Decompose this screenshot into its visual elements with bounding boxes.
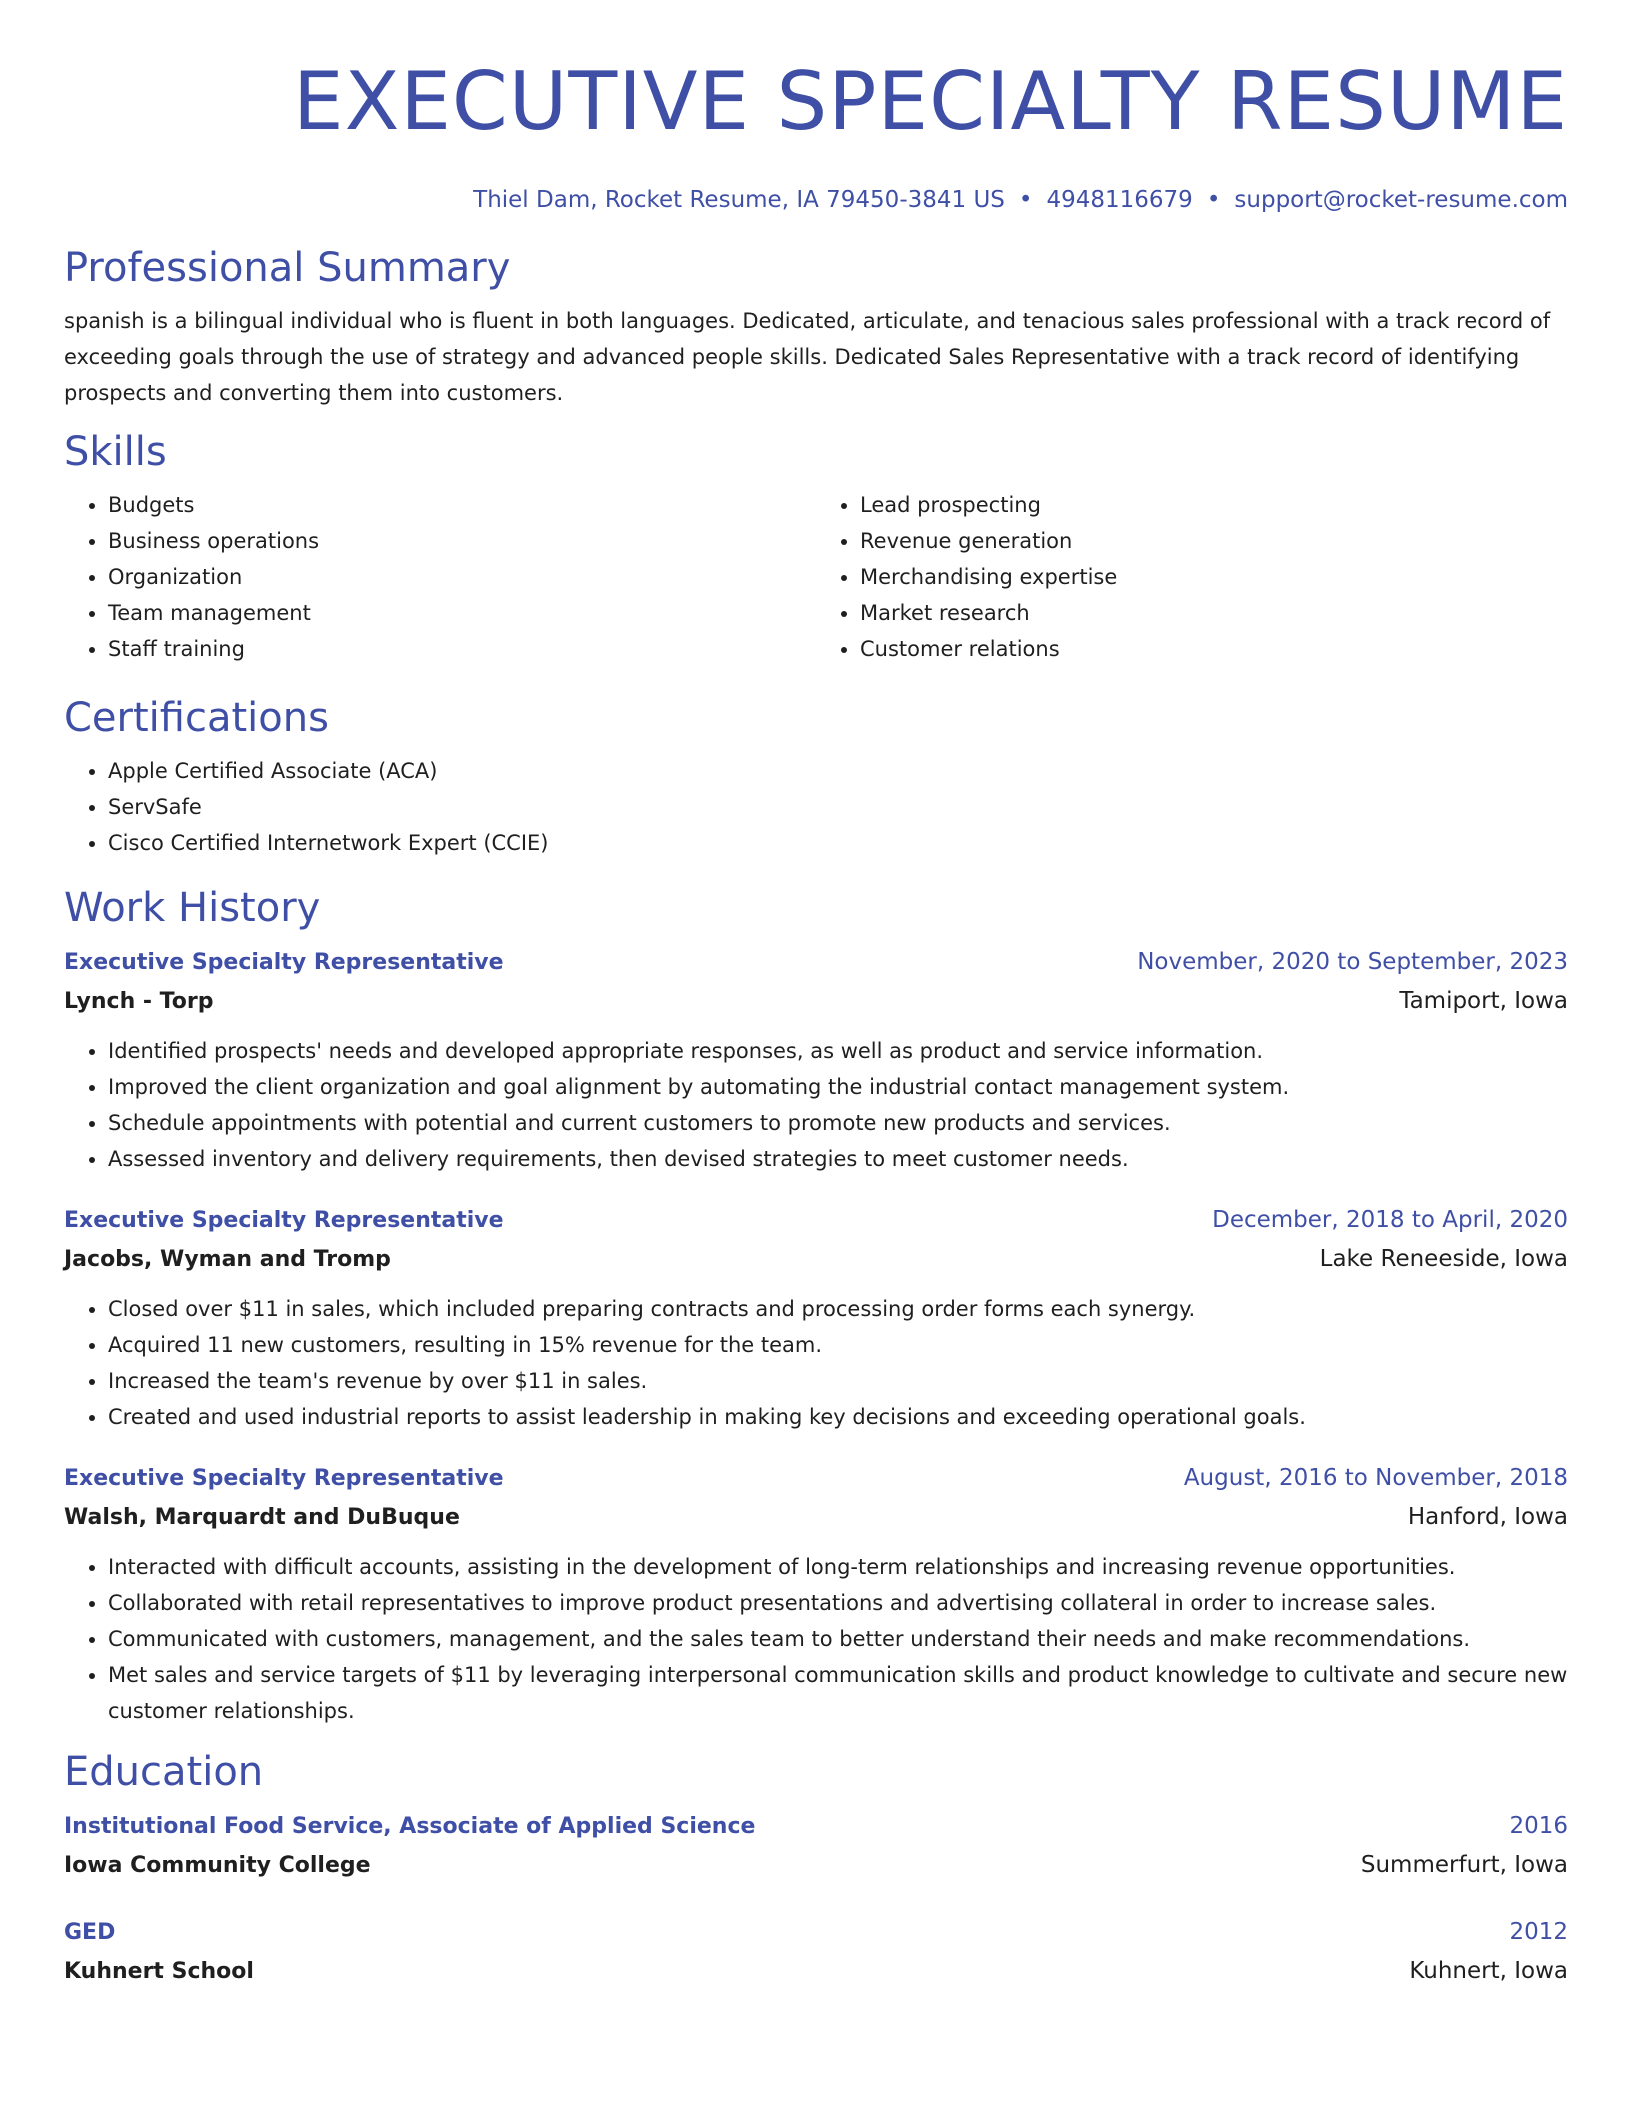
job-location: Hanford, Iowa xyxy=(1407,1504,1568,1530)
skill-item: • Lead prospecting xyxy=(860,487,1568,523)
job-location: Lake Reneeside, Iowa xyxy=(1319,1246,1568,1272)
skills-grid xyxy=(64,487,1568,667)
education-school-row xyxy=(64,1846,1568,1885)
summary-text: spanish is a bilingual individual who is fluent in both languages. Dedicated, articulate, and tenacious sales professional with a track record of exceeding goals through the use of strategy and advanced people skills. Dedicated Sales Representative with a track record of identifying prospects and converting them into customers. xyxy=(64,309,1551,405)
section-title-summary: Professional Summary xyxy=(64,245,511,291)
education-year: 2012 xyxy=(1509,1919,1568,1945)
job-company: Jacobs, Wyman and Tromp xyxy=(64,1247,391,1272)
job-bullet: • Assessed inventory and delivery requirements, then devised strategies to meet customer needs. xyxy=(108,1141,1568,1177)
education-degree: Institutional Food Service, Associate of Applied Science xyxy=(64,1814,756,1839)
job-bullet: • Communicated with customers, management, and the sales team to better understand their needs and make recommendations. xyxy=(108,1621,1568,1657)
job-bullet: • Met sales and service targets of $11 by leveraging interpersonal communication skills and product knowledge to cultivate and secure new customer relationships. xyxy=(108,1657,1568,1729)
job-entry xyxy=(64,1201,1568,1435)
resume-name: EXECUTIVE SPECIALTY RESUME xyxy=(293,55,1568,148)
certifications-list xyxy=(64,753,1568,861)
contact-address: Thiel Dam, Rocket Resume, IA 79450-3841 US xyxy=(473,187,1005,213)
job-header-row xyxy=(64,943,1568,982)
summary-section xyxy=(64,243,1568,411)
job-dates: December, 2018 to April, 2020 xyxy=(1212,1207,1568,1233)
education-school-row xyxy=(64,1952,1568,1991)
certification-item: • Cisco Certified Internetwork Expert (CCIE) xyxy=(108,825,1568,861)
job-entry xyxy=(64,943,1568,1177)
education-school: Kuhnert School xyxy=(64,1959,254,1984)
education-entry xyxy=(64,1807,1568,1885)
job-dates: November, 2020 to September, 2023 xyxy=(1137,949,1568,975)
certification-item: • ServSafe xyxy=(108,789,1568,825)
skill-item: • Budgets xyxy=(108,487,816,523)
job-company: Walsh, Marquardt and DuBuque xyxy=(64,1505,460,1530)
education-entry xyxy=(64,1913,1568,1991)
job-bullets xyxy=(64,1033,1568,1177)
skill-item: • Merchandising expertise xyxy=(860,559,1568,595)
job-bullet: • Interacted with difficult accounts, assisting in the development of long-term relationships and increasing revenue opportunities. xyxy=(108,1549,1568,1585)
education-year: 2016 xyxy=(1509,1813,1568,1839)
skill-item: • Team management xyxy=(108,595,816,631)
section-title-certifications: Certifications xyxy=(64,695,329,741)
skill-item: • Revenue generation xyxy=(860,523,1568,559)
contact-separator: • xyxy=(1206,187,1221,213)
section-title-work-history: Work History xyxy=(64,885,321,931)
education-header-row xyxy=(64,1913,1568,1952)
job-bullet: • Closed over $11 in sales, which included preparing contracts and processing order forms each synergy. xyxy=(108,1291,1568,1327)
job-bullet: • Identified prospects' needs and developed appropriate responses, as well as product and service information. xyxy=(108,1033,1568,1069)
skills-list-right xyxy=(816,487,1568,667)
certifications-section xyxy=(64,693,1568,861)
section-title-skills: Skills xyxy=(64,429,167,475)
job-company-row xyxy=(64,1240,1568,1279)
education-school: Iowa Community College xyxy=(64,1853,371,1878)
job-location: Tamiport, Iowa xyxy=(1399,988,1568,1014)
work-history-section xyxy=(64,883,1568,1729)
job-dates: August, 2016 to November, 2018 xyxy=(1183,1465,1568,1491)
job-bullets xyxy=(64,1291,1568,1435)
job-title: Executive Specialty Representative xyxy=(64,1466,504,1491)
skill-item: • Business operations xyxy=(108,523,816,559)
job-company-row xyxy=(64,982,1568,1021)
resume-page xyxy=(64,0,1568,1991)
job-bullet: • Acquired 11 new customers, resulting in 15% revenue for the team. xyxy=(108,1327,1568,1363)
job-title: Executive Specialty Representative xyxy=(64,1208,504,1233)
job-company: Lynch - Torp xyxy=(64,989,214,1014)
contact-line xyxy=(64,185,1568,215)
job-bullet: • Created and used industrial reports to assist leadership in making key decisions and exceeding operational goals. xyxy=(108,1399,1568,1435)
job-bullet: • Increased the team's revenue by over $11 in sales. xyxy=(108,1363,1568,1399)
contact-email: support@rocket-resume.com xyxy=(1234,187,1568,213)
education-header-row xyxy=(64,1807,1568,1846)
job-bullets xyxy=(64,1549,1568,1729)
job-header-row xyxy=(64,1201,1568,1240)
job-title: Executive Specialty Representative xyxy=(64,950,504,975)
job-bullet: • Schedule appointments with potential and current customers to promote new products and services. xyxy=(108,1105,1568,1141)
education-degree: GED xyxy=(64,1920,116,1945)
job-header-row xyxy=(64,1459,1568,1498)
education-section xyxy=(64,1747,1568,1991)
section-title-education: Education xyxy=(64,1749,264,1795)
job-company-row xyxy=(64,1498,1568,1537)
education-location: Summerfurt, Iowa xyxy=(1360,1852,1568,1878)
skills-list-left xyxy=(64,487,816,667)
education-location: Kuhnert, Iowa xyxy=(1409,1958,1568,1984)
job-bullet: • Improved the client organization and goal alignment by automating the industrial contact management system. xyxy=(108,1069,1568,1105)
skill-item: • Market research xyxy=(860,595,1568,631)
skill-item: • Organization xyxy=(108,559,816,595)
job-bullet: • Collaborated with retail representatives to improve product presentations and advertising collateral in order to increase sales. xyxy=(108,1585,1568,1621)
certification-item: • Apple Certified Associate (ACA) xyxy=(108,753,1568,789)
contact-separator: • xyxy=(1018,187,1033,213)
job-entry xyxy=(64,1459,1568,1729)
skill-item: • Staff training xyxy=(108,631,816,667)
skill-item: • Customer relations xyxy=(860,631,1568,667)
contact-phone: 4948116679 xyxy=(1046,187,1193,213)
skills-section xyxy=(64,427,1568,667)
